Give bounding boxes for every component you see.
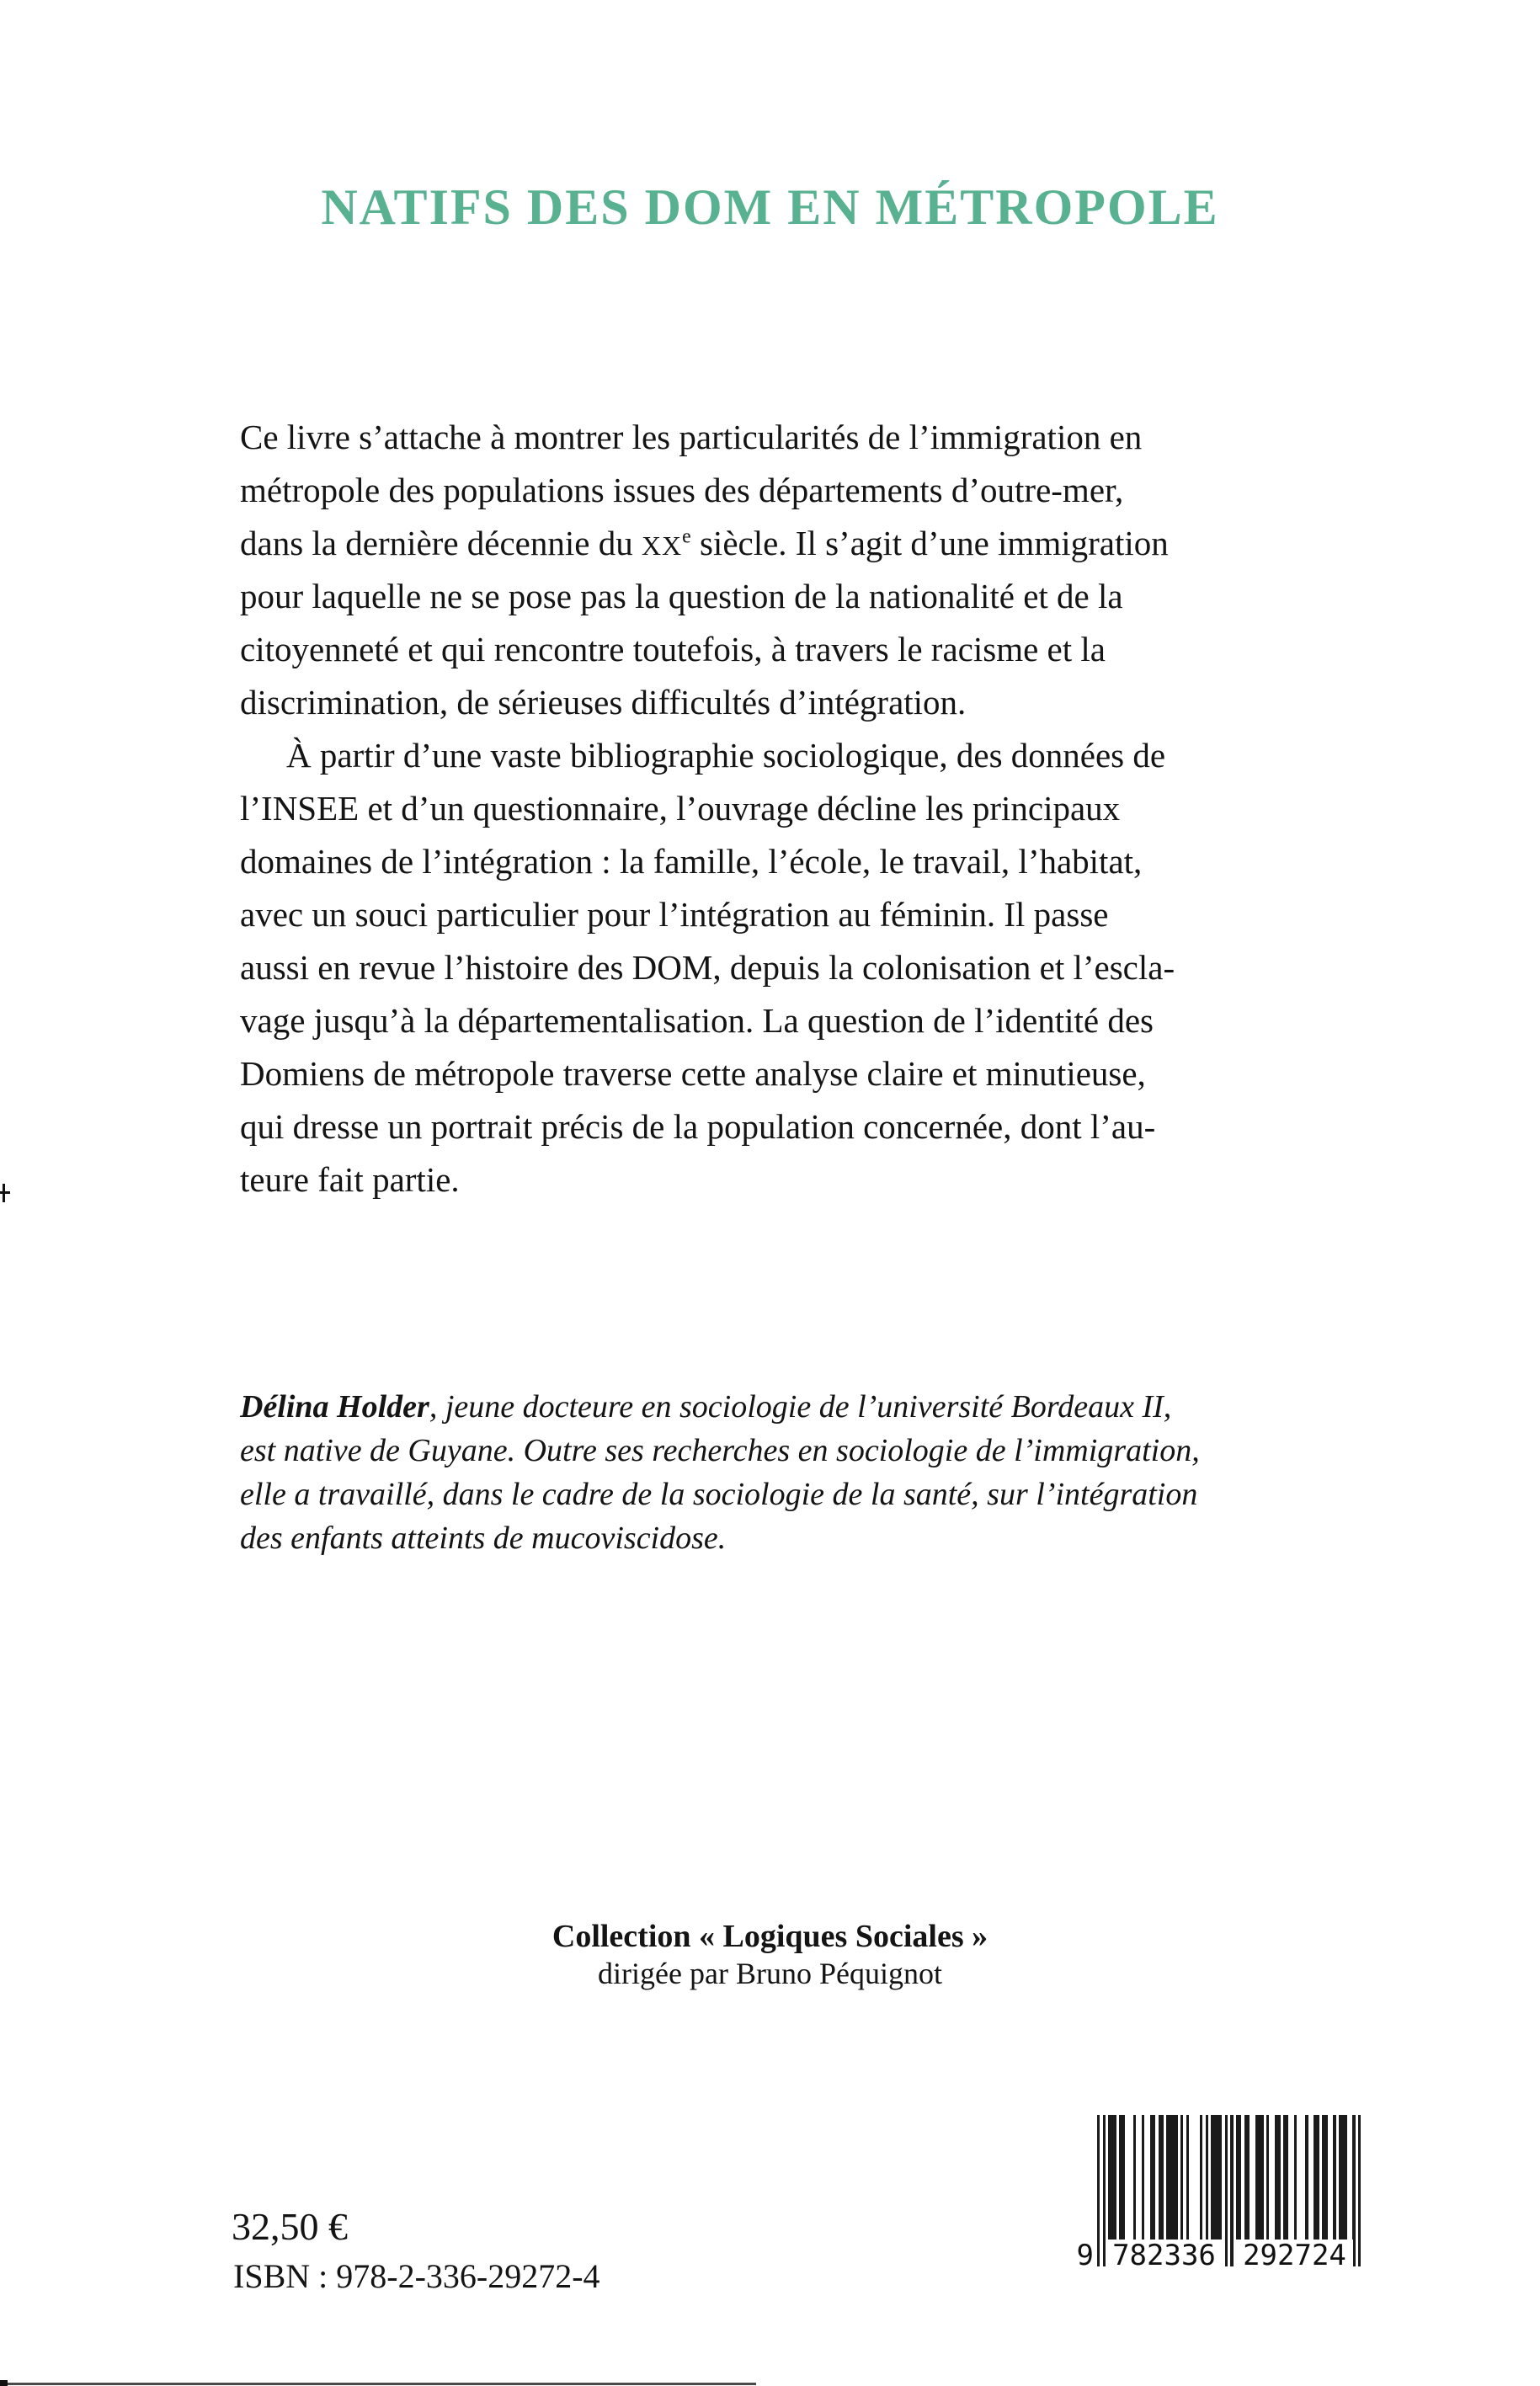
synopsis-line: teure fait partie. — [240, 1160, 460, 1199]
scan-edge-nub — [0, 2380, 8, 2386]
century-superscript: e — [682, 525, 691, 548]
barcode-right-digits: 292724 — [1236, 2240, 1353, 2271]
price: 32,50 € — [232, 2205, 348, 2248]
barcode-module — [1358, 2115, 1361, 2266]
synopsis-line: Ce livre s’attache à montrer les particularités de l’immigration en — [240, 418, 1143, 456]
synopsis-line: pour laquelle ne se pose pas la question de la nationalité et de la — [240, 577, 1123, 615]
registration-mark — [0, 1184, 12, 1204]
collection-director: dirigée par Bruno Péquignot — [598, 1957, 942, 1990]
synopsis-text: dans la dernière décennie du — [240, 524, 642, 562]
synopsis-line: avec un souci particulier pour l’intégration au féminin. Il passe — [240, 895, 1109, 934]
author-bio — [240, 1385, 1347, 1560]
author-name: Délina Holder — [240, 1389, 429, 1425]
scan-edge-line — [0, 2383, 756, 2385]
synopsis-line: vage jusqu’à la départementalisation. La question de l’identité des — [240, 1001, 1154, 1040]
collection-name: Collection « Logiques Sociales » — [552, 1919, 988, 1954]
synopsis-line: discrimination, de sérieuses difficultés d’intégration. — [240, 683, 967, 722]
synopsis-line: domaines de l’intégration : la famille, l’école, le travail, l’habitat, — [240, 842, 1143, 881]
synopsis-text: siècle. Il s’agit d’une immigration — [690, 524, 1169, 562]
registration-mark-vertical — [3, 1184, 5, 1202]
bio-line: elle a travaillé, dans le cadre de la sociologie de la santé, sur l’intégration — [240, 1477, 1198, 1512]
barcode-left-digits: 782336 — [1106, 2240, 1223, 2271]
synopsis-line: métropole des populations issues des départements d’outre-mer, — [240, 471, 1124, 509]
synopsis-line: Domiens de métropole traverse cette analyse claire et minutieuse, — [240, 1054, 1146, 1093]
synopsis-line-century — [240, 517, 1347, 570]
isbn: ISBN : 978-2-336-29272-4 — [233, 2257, 600, 2295]
book-title: NATIFS DES DOM EN MÉTROPOLE — [321, 179, 1219, 235]
registration-mark-horizontal — [0, 1191, 10, 1194]
synopsis-line: l’INSEE et d’un questionnaire, l’ouvrage décline les principaux — [240, 789, 1121, 828]
bio-line — [240, 1385, 1347, 1429]
synopsis — [240, 411, 1347, 1206]
bio-line: est native de Guyane. Outre ses recherches en sociologie de l’immigration, — [240, 1433, 1200, 1468]
synopsis-line: aussi en revue l’histoire des DOM, depuis la colonisation et l’escla- — [240, 948, 1175, 987]
synopsis-line: qui dresse un portrait précis de la population concernée, dont l’au- — [240, 1107, 1156, 1146]
bio-text: , jeune docteure en sociologie de l’université Bordeaux II, — [429, 1389, 1172, 1425]
collection-credit — [216, 1918, 1324, 1992]
barcode-first-digit: 9 — [1076, 2239, 1094, 2272]
synopsis-line: citoyenneté et qui rencontre toutefois, à travers le racisme et la — [240, 630, 1106, 668]
bio-line: des enfants atteints de mucoviscidose. — [240, 1521, 727, 1556]
synopsis-line: À partir d’une vaste bibliographie sociologique, des données de — [286, 736, 1166, 775]
century-smallcaps: XX — [641, 531, 683, 561]
ean13-barcode — [1076, 2115, 1361, 2272]
